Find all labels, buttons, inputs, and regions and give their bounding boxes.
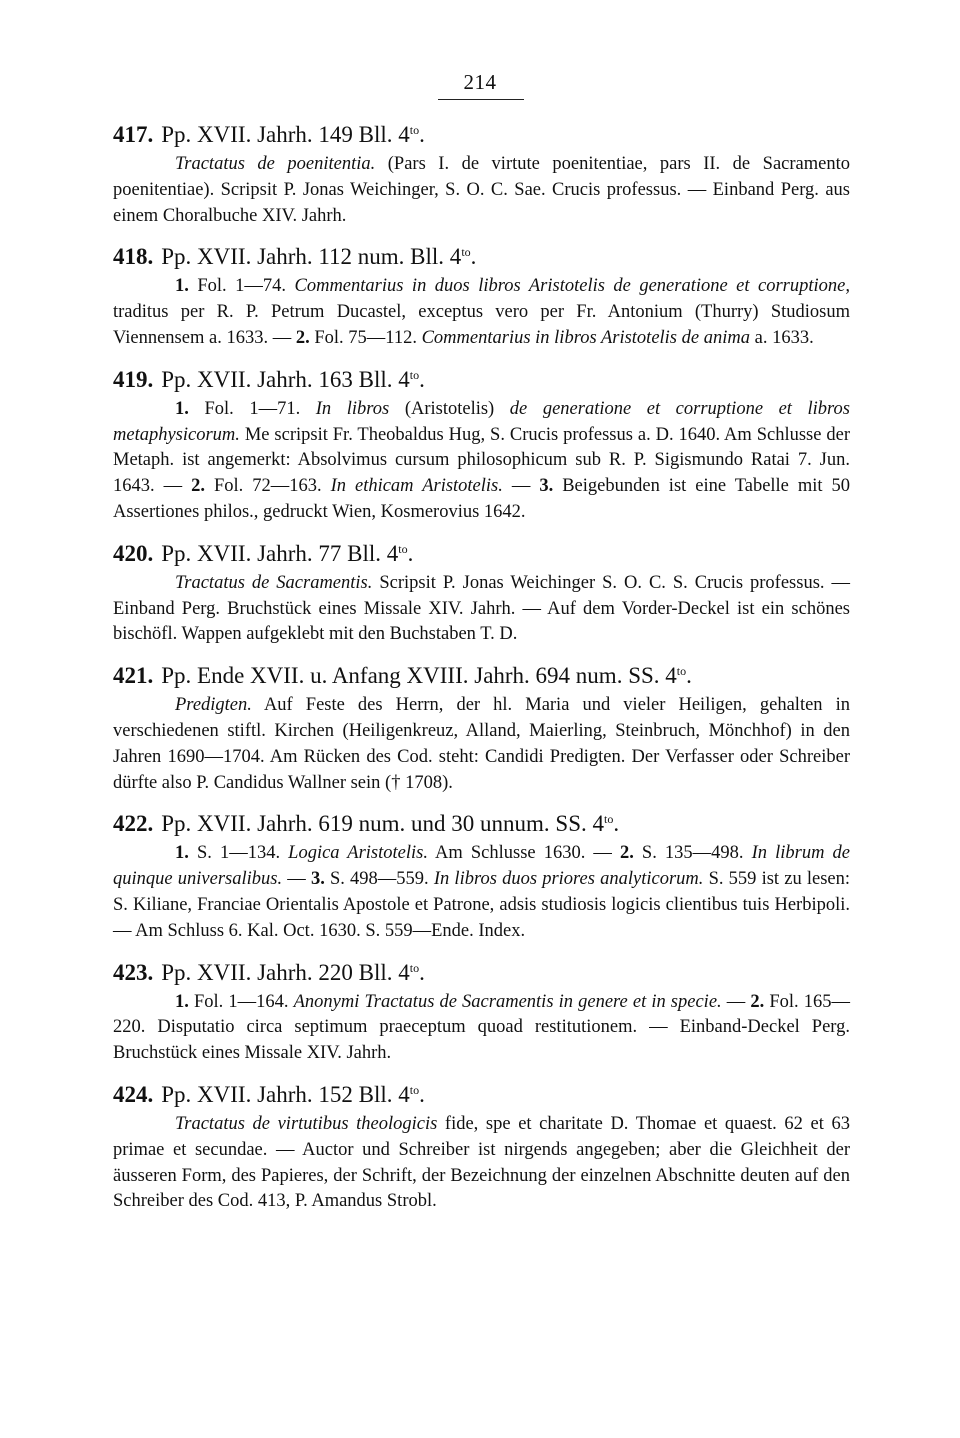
item-numeral: 2. bbox=[619, 843, 634, 864]
entry-heading: 422. Pp. XVII. Jahrh. 619 num. und 30 unnum. SS. $4^{to}$. bbox=[113, 811, 620, 837]
entry-heading: 424. Pp. XVII. Jahrh. 152 Bll. $4^{to}$. bbox=[113, 1081, 425, 1107]
italic-title-text: In libros duos priores analyticorum. bbox=[433, 869, 704, 890]
body-text: Auf Feste des Herrn, der hl. Maria und vieler Heiligen, gehalten in verschiedenen stiftl. Kirchen (Heiligenkreuz, Alland, Maierling, Steinbruch, Mönchhof) in den Jahren 1690—1704. Am Rücken des Cod. steht: Candidi Predigten. Der Verfasser oder Schreiber dürfte also P. Candidus Wallner sein († 1708). bbox=[113, 695, 850, 793]
format-superscript: to bbox=[409, 960, 420, 975]
entry-heading-text: Pp. XVII. Jahrh. 163 Bll. 4 bbox=[161, 366, 410, 392]
item-numeral: 3. bbox=[539, 476, 554, 497]
body-text: Fol. 1—71. bbox=[188, 398, 316, 419]
body-text: Fol. 1—74. bbox=[188, 276, 295, 297]
body-text: — bbox=[502, 476, 540, 497]
italic-title-text: Logica Aristotelis. bbox=[288, 843, 428, 864]
entry-heading: 419. Pp. XVII. Jahrh. 163 Bll. $4^{to}$. bbox=[113, 366, 425, 392]
body-text: traditus per R. P. Petrum Ducastel, exceptus vero per Fr. Antonium (Thurry) Studiosum Viennensem a. 1633. — bbox=[113, 302, 850, 348]
catalog-entry bbox=[113, 659, 850, 796]
entry-body bbox=[113, 990, 850, 1067]
entry-body bbox=[113, 1112, 850, 1215]
entry-body bbox=[113, 397, 850, 526]
entry-body bbox=[113, 841, 850, 944]
entry-heading: 418. Pp. XVII. Jahrh. 112 num. Bll. $4^{to}$. bbox=[113, 244, 477, 270]
entry-body bbox=[113, 571, 850, 648]
entry-heading-text: Pp. XVII. Jahrh. 112 num. Bll. 4 bbox=[161, 244, 462, 270]
body-text: Fol. 165—220. Disputatio circa septimum praeceptum quoad restitutionem. — Einband-Deckel Perg. Bruchstück eines Missale XIV. Jahrh. bbox=[113, 991, 851, 1064]
body-text: Fol. 72—163. bbox=[204, 476, 331, 497]
entry-number: 419. bbox=[113, 366, 154, 392]
entry-body bbox=[113, 152, 850, 229]
item-numeral: 1. bbox=[175, 276, 189, 297]
item-numeral: 1. bbox=[175, 991, 189, 1012]
entry-heading: 421. Pp. Ende XVII. u. Anfang XVIII. Jahrh. 694 num. SS. $4^{to}$. bbox=[113, 663, 692, 689]
body-text: S. 559 ist zu lesen: S. Kiliane, Franciae Orientalis Apostole et Patrone, adsis studiosis logicis clientibus tuis Herbipoli. — Am Schluss 6. Kal. Oct. 1630. S. 559—Ende. Index. bbox=[113, 869, 851, 941]
catalog-entry bbox=[113, 956, 850, 1067]
body-text: Scripsit P. Jonas Weichinger S. O. C. S. Crucis professus. — Einband Perg. Bruchstück eines Missale XIV. Jahrh. — Auf dem Vorder-Deckel ist ein schönes bischöfl. Wappen aufgeklebt mit den Buchstaben T. D. bbox=[113, 572, 850, 645]
body-text: Me scripsit Fr. Theobaldus Hug, S. Crucis professus a. D. 1640. Am Schlusse der Metaph. ist angemerkt: Absolvimus cursum philosophicum sub R. P. Sigismundo Ratai 7. Jun. 1643. — bbox=[113, 424, 850, 497]
body-text: Beigebunden ist eine Tabelle mit 50 Assertiones philos., gedruckt Wien, Kosmerovius 1642. bbox=[113, 476, 851, 522]
format-superscript: to bbox=[461, 245, 471, 260]
catalog-entry bbox=[113, 807, 850, 944]
entry-heading: 417. Pp. XVII. Jahrh. 149 Bll. $4^{to}$. bbox=[113, 122, 425, 147]
body-text: (Pars I. de virtute poenitentiae, pars II. de Sacramento poenitentiae). Scripsit P. Jonas Weichinger, S. O. C. Sae. Crucis professus. — Einband Perg. aus einem Choralbuche XIV. Jahrh. bbox=[113, 154, 850, 226]
catalog-entry bbox=[113, 240, 850, 351]
italic-title-text: Tractatus de poenitentia. bbox=[175, 154, 376, 174]
catalog-entry bbox=[113, 118, 850, 229]
item-numeral: 1. bbox=[175, 843, 189, 864]
item-numeral: 2. bbox=[295, 327, 310, 348]
entry-heading: 420. Pp. XVII. Jahrh. 77 Bll. $4^{to}$. bbox=[113, 540, 414, 566]
entry-number: 420. bbox=[113, 540, 154, 566]
item-numeral: 1. bbox=[175, 398, 189, 419]
catalog-entry bbox=[113, 537, 850, 648]
item-numeral: 2. bbox=[191, 476, 205, 497]
catalog-entry bbox=[113, 1078, 850, 1215]
entry-heading-text: Pp. Ende XVII. u. Anfang XVIII. Jahrh. 694 num. SS. 4 bbox=[161, 663, 677, 689]
entry-number: 424. bbox=[113, 1081, 154, 1107]
catalog-entry bbox=[113, 363, 850, 526]
item-numeral: 2. bbox=[750, 991, 765, 1012]
entry-heading-text: Pp. XVII. Jahrh. 152 Bll. 4 bbox=[161, 1081, 410, 1107]
entry-number: 417. bbox=[113, 122, 154, 147]
body-text: S. 498—559. bbox=[324, 869, 434, 890]
italic-title-text: Tractatus de virtutibus theologicis bbox=[175, 1113, 438, 1134]
italic-title-text: In librum de quinque universalibus. bbox=[113, 843, 851, 890]
body-text: (Aristotelis) bbox=[389, 398, 510, 419]
format-superscript: to bbox=[409, 367, 420, 382]
catalog-entries bbox=[113, 118, 850, 1226]
italic-title-text: de generatione et corruptione et libros metaphysicorum. bbox=[113, 398, 851, 445]
format-superscript: to bbox=[676, 664, 687, 679]
entry-heading-text: Pp. XVII. Jahrh. 619 num. und 30 unnum. SS. 4 bbox=[161, 811, 605, 837]
italic-title-text: Commentarius in duos libros Aristotelis de generatione et corruptione, bbox=[294, 276, 850, 297]
italic-title-text: Tractatus de Sacramentis. bbox=[175, 572, 373, 593]
format-superscript: to bbox=[398, 541, 408, 556]
format-superscript: to bbox=[604, 812, 614, 827]
page-number-rule bbox=[438, 99, 524, 100]
entry-number: 422. bbox=[113, 811, 154, 837]
body-text: Fol. 75—112. bbox=[309, 327, 422, 348]
italic-title-text: In libros bbox=[315, 398, 390, 419]
format-superscript: to bbox=[409, 1082, 420, 1097]
entry-number: 418. bbox=[113, 244, 154, 270]
italic-title-text: In ethicam Aristotelis. bbox=[330, 476, 503, 497]
italic-title-text: Commentarius in libros Aristotelis de anima bbox=[421, 327, 750, 348]
body-text: a. 1633. bbox=[749, 327, 814, 348]
body-text: — bbox=[282, 869, 311, 890]
entry-number: 421. bbox=[113, 663, 154, 689]
entry-heading-text: Pp. XVII. Jahrh. 220 Bll. 4 bbox=[161, 959, 410, 985]
italic-title-text: Anonymi Tractatus de Sacramentis in genere et in specie. bbox=[293, 991, 722, 1012]
entry-number: 423. bbox=[113, 959, 154, 985]
body-text: — bbox=[721, 991, 751, 1012]
body-text: S. 135—498. bbox=[633, 843, 752, 864]
body-text: Am Schlusse 1630. — bbox=[427, 843, 620, 864]
italic-title-text: Predigten. bbox=[175, 695, 252, 716]
entry-heading: 423. Pp. XVII. Jahrh. 220 Bll. $4^{to}$. bbox=[113, 959, 425, 985]
body-text: fide, spe et charitate D. Thomae et quaest. 62 et 63 primae et secundae. — Auctor und Schreiber ist nirgends angegeben; aber die Gleichheit der äusseren Form, des Papieres, der Schrift, der Bezeichnung der einzelnen Abschnitte deuten auf den Schreiber des Cod. 413, P. Amandus Strobl. bbox=[113, 1113, 850, 1212]
body-text: Fol. 1—164. bbox=[188, 991, 294, 1012]
entry-body bbox=[113, 693, 850, 796]
entry-heading-text: Pp. XVII. Jahrh. 149 Bll. 4 bbox=[161, 122, 410, 147]
page-number: 214 bbox=[463, 70, 497, 94]
entry-body bbox=[113, 274, 850, 351]
format-superscript: to bbox=[409, 123, 420, 137]
item-numeral: 3. bbox=[310, 869, 325, 890]
entry-heading-text: Pp. XVII. Jahrh. 77 Bll. 4 bbox=[161, 540, 399, 566]
body-text: S. 1—134. bbox=[188, 843, 289, 864]
